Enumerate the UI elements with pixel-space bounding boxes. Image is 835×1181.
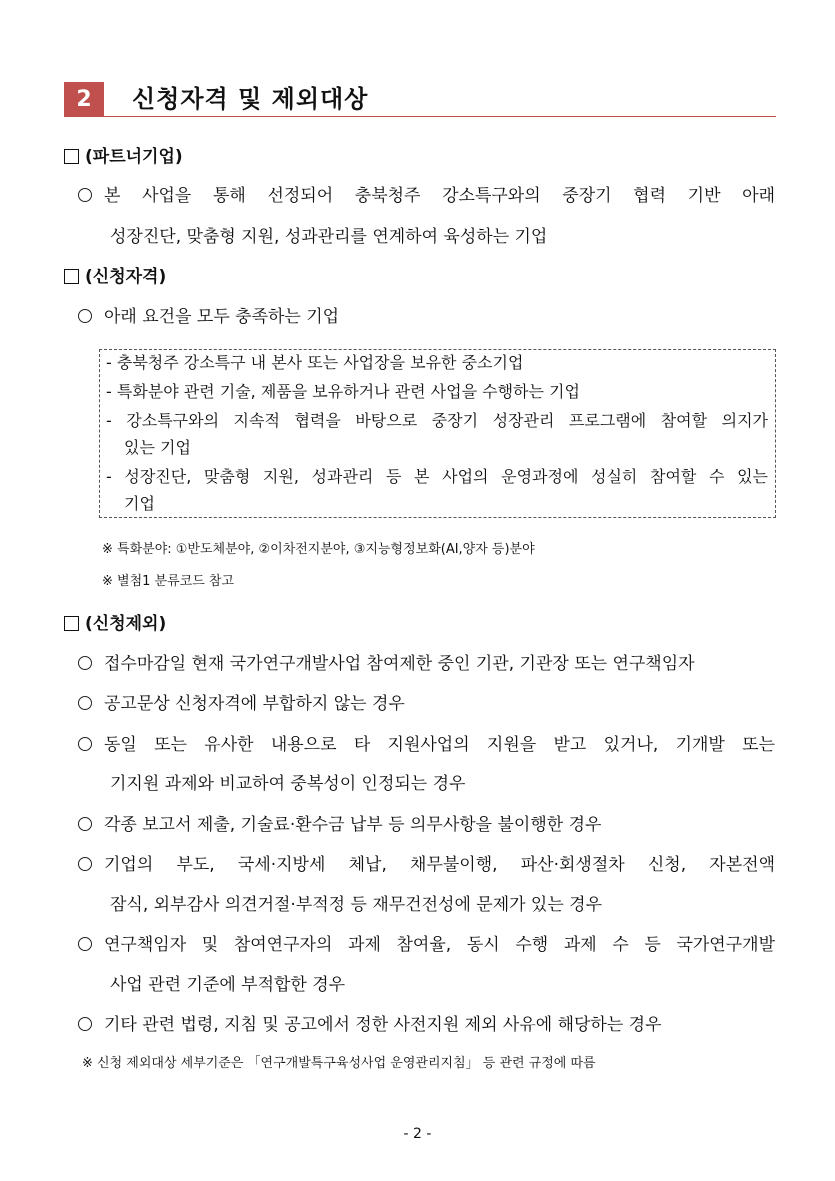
- partner-section-heading: [64, 145, 183, 169]
- exclusion-item-5: 기업의 부도, 국세·지방세 체납, 채무불이행, 파산·회생절차 신청, 자본전액: [78, 853, 775, 877]
- specialty-note: ※ 특화분야: ①반도체분야, ②이차전지분야, ③지능형정보화(AI,양자 등)분야: [102, 542, 535, 557]
- requirement-item-4: - 성장진단, 맞춤형 지원, 성과관리 등 본 사업의 운영과정에 성실히 참여할 수 있는: [106, 467, 768, 486]
- square-bullet-icon: [64, 616, 79, 631]
- circle-bullet-icon: [78, 1017, 92, 1031]
- appendix-note: ※ 별첨1 분류코드 참고: [102, 574, 235, 589]
- circle-bullet-icon: [78, 656, 92, 670]
- circle-bullet-icon: [78, 857, 92, 871]
- requirements-box: [99, 349, 776, 518]
- exclusion-item-2: 공고문상 신청자격에 부합하지 않는 경우: [78, 692, 405, 716]
- exclusion-item-3: 동일 또는 유사한 내용으로 타 지원사업의 지원을 받고 있거나, 기개발 또는: [78, 733, 775, 757]
- exclusion-item-7: 기타 관련 법령, 지침 및 공고에서 정한 사전지원 제외 사유에 해당하는 경우: [78, 1013, 662, 1037]
- title-underline: [64, 116, 776, 117]
- page-number: - 2 -: [403, 1126, 432, 1142]
- eligibility-section-title: (신청자격): [85, 267, 167, 287]
- square-bullet-icon: [64, 149, 79, 164]
- partner-item-1: 본 사업을 통해 선정되어 충북청주 강소특구와의 중장기 협력 기반 아래: [78, 184, 775, 208]
- eligibility-item-1: 아래 요건을 모두 충족하는 기업: [78, 305, 339, 329]
- circle-bullet-icon: [78, 817, 92, 831]
- circle-bullet-icon: [78, 737, 92, 751]
- exclusion-item-4: 각종 보고서 제출, 기술료·환수금 납부 등 의무사항을 불이행한 경우: [78, 813, 601, 837]
- requirement-item-3-continued: 있는 기업: [124, 438, 191, 457]
- circle-bullet-icon: [78, 937, 92, 951]
- partner-item-1-continued: 성장진단, 맞춤형 지원, 성과관리를 연계하여 육성하는 기업: [110, 227, 548, 247]
- exclusion-section-heading: [64, 612, 166, 636]
- circle-bullet-icon: [78, 696, 92, 710]
- requirement-item-2: - 특화분야 관련 기술, 제품을 보유하거나 관련 사업을 수행하는 기업: [106, 382, 580, 401]
- exclusion-item-6-continued: 사업 관련 기준에 부적합한 경우: [110, 975, 346, 995]
- square-bullet-icon: [64, 269, 79, 284]
- section-number-badge: 2: [64, 82, 104, 116]
- requirement-item-3: - 강소특구와의 지속적 협력을 바탕으로 중장기 성장관리 프로그램에 참여할 의지가: [106, 411, 768, 430]
- partner-section-title: (파트너기업): [85, 147, 183, 167]
- requirement-item-4-continued: 기업: [124, 494, 155, 513]
- exclusion-criteria-note: ※ 신청 제외대상 세부기준은 「연구개발특구육성사업 운영관리지침」 등 관련 규정에 따름: [82, 1056, 596, 1071]
- exclusion-item-3-continued: 기지원 과제와 비교하여 중복성이 인정되는 경우: [110, 774, 466, 794]
- exclusion-item-6: 연구책임자 및 참여연구자의 과제 참여율, 동시 수행 과제 수 등 국가연구개발: [78, 933, 775, 957]
- circle-bullet-icon: [78, 309, 92, 323]
- requirement-item-1: - 충북청주 강소특구 내 본사 또는 사업장을 보유한 중소기업: [106, 353, 524, 372]
- circle-bullet-icon: [78, 188, 92, 202]
- exclusion-item-1: 접수마감일 현재 국가연구개발사업 참여제한 중인 기관, 기관장 또는 연구책임자: [78, 652, 695, 676]
- section-title: 신청자격 및 제외대상: [132, 85, 369, 113]
- exclusion-section-title: (신청제외): [85, 614, 167, 634]
- eligibility-section-heading: [64, 265, 166, 289]
- exclusion-item-5-continued: 잠식, 외부감사 의견거절·부적정 등 재무건전성에 문제가 있는 경우: [110, 895, 603, 915]
